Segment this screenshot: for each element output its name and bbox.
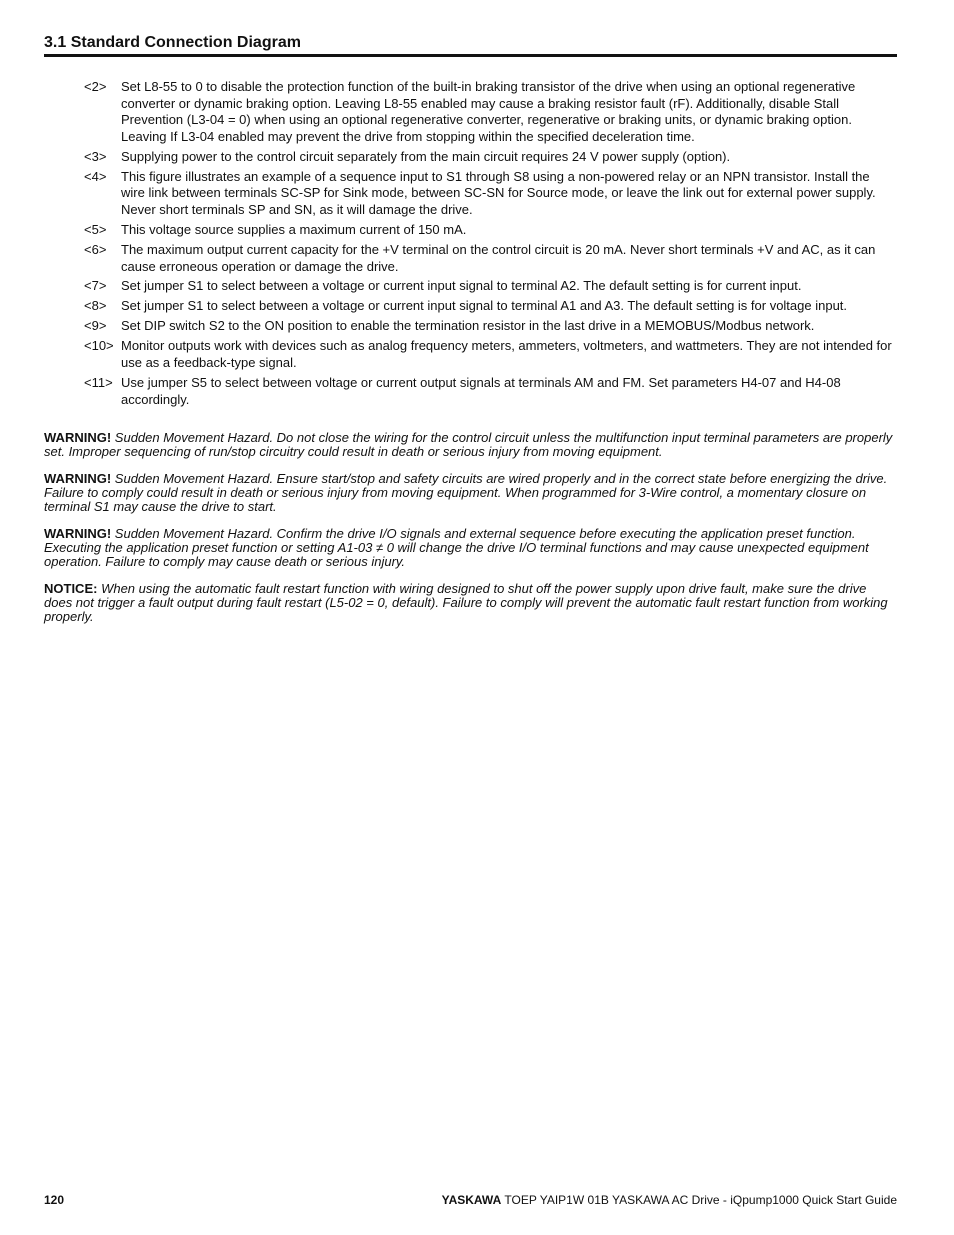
note-item xyxy=(84,318,897,335)
note-number: <11> xyxy=(84,375,113,391)
warning-text: Sudden Movement Hazard. Confirm the drive I/O signals and external sequence before executing the application preset function. Executing the application preset function or setting A1-03 ≠ 0 will change the drive I/O terminal functions and may cause unexpected equipment operation. Failure to comply may cause death or serious injury. xyxy=(44,526,869,569)
notice-message xyxy=(44,582,897,624)
note-number: <5> xyxy=(84,221,107,237)
warning-label: WARNING! xyxy=(44,471,112,486)
note-text: Set jumper S1 to select between a voltage or current input signal to terminal A2. The default setting is for current input. xyxy=(121,278,802,294)
note-item xyxy=(84,79,897,145)
note-text: Set L8-55 to 0 to disable the protection function of the built-in braking transistor of the drive when using an optional regenerative converter or dynamic braking option. Leaving L8-55 enabled may cause a braking resistor fault (rF). Additionally, disable Stall Prevention (L3-04 = 0) when using an optional regenerative converter, regenerative or braking units, or dynamic braking option. Leaving If L3-04 enabled may prevent the drive from stopping within the specified deceleration time. xyxy=(121,79,856,144)
note-text: This figure illustrates an example of a sequence input to S1 through S8 using a non-powered relay or an NPN transistor. Install the wire link between terminals SC-SP for Sink mode, between SC-SN for Source mode, or leave the link out for external power supply. Never short terminals SP and SN, as it will damage the drive. xyxy=(121,168,876,217)
note-number: <7> xyxy=(84,278,107,294)
warning-message xyxy=(44,431,897,459)
note-item xyxy=(84,169,897,219)
warning-label: WARNING! xyxy=(44,526,112,541)
warning-message xyxy=(44,527,897,569)
safety-messages xyxy=(44,418,897,637)
note-number: <2> xyxy=(84,79,107,94)
note-text: Supplying power to the control circuit separately from the main circuit requires 24 V power supply (option). xyxy=(121,148,731,164)
note-number: <8> xyxy=(84,298,107,314)
notice-label: NOTICE: xyxy=(44,581,98,596)
note-text: The maximum output current capacity for the +V terminal on the control circuit is 20 mA. Never short terminals +V and AC, as it can cause erroneous operation or damage the drive. xyxy=(121,241,876,274)
note-number: <4> xyxy=(84,168,107,184)
note-item xyxy=(84,375,897,408)
note-number: <9> xyxy=(84,318,107,334)
note-number: <3> xyxy=(84,148,107,164)
note-item xyxy=(84,298,897,315)
section-title: 3.1 Standard Connection Diagram xyxy=(44,34,301,51)
note-item xyxy=(84,278,897,295)
section-header xyxy=(44,34,897,52)
document-title xyxy=(442,1193,897,1207)
brand-name: YASKAWA xyxy=(441,1193,502,1207)
note-item xyxy=(84,242,897,275)
note-item xyxy=(84,149,897,166)
warning-text: Sudden Movement Hazard. Do not close the wiring for the control circuit unless the multifunction input terminal parameters are properly set. Improper sequencing of run/stop circuitry could result in death or serious injury from moving equipment. xyxy=(44,430,893,459)
notice-text: When using the automatic fault restart function with wiring designed to shut off the power supply upon drive fault, make sure the drive does not trigger a fault output during fault restart (L5-02 = 0, default). Failure to comply will prevent the automatic fault restart function from working properly. xyxy=(44,581,888,624)
page-number: 120 xyxy=(44,1193,65,1207)
note-number: <6> xyxy=(84,241,107,257)
note-item xyxy=(84,338,897,371)
warning-message xyxy=(44,472,897,514)
note-text: Set DIP switch S2 to the ON position to enable the termination resistor in the last drive in a MEMOBUS/Modbus network. xyxy=(121,318,815,334)
warning-text: Sudden Movement Hazard. Ensure start/stop and safety circuits are wired properly and in the correct state before energizing the drive. Failure to comply could result in death or serious injury from moving equipment. When programmed for 3-Wire control, a momentary closure on terminal S1 may cause the drive to start. xyxy=(44,471,888,514)
note-text: Monitor outputs work with devices such as analog frequency meters, ammeters, voltmeters, and wattmeters. They are not intended for use as a feedback-type signal. xyxy=(121,338,892,371)
note-text: This voltage source supplies a maximum current of 150 mA. xyxy=(121,221,467,237)
document-title-text: TOEP YAIP1W 01B YASKAWA AC Drive - iQpump1000 Quick Start Guide xyxy=(504,1193,897,1207)
note-text: Set jumper S1 to select between a voltage or current input signal to terminal A1 and A3. The default setting is for voltage input. xyxy=(121,298,848,314)
warning-label: WARNING! xyxy=(44,430,112,445)
note-number: <10> xyxy=(84,338,114,354)
note-text: Use jumper S5 to select between voltage or current output signals at terminals AM and FM. Set parameters H4-07 and H4-08 accordingly. xyxy=(121,375,841,407)
notes-list xyxy=(84,79,897,412)
header-divider xyxy=(44,54,897,57)
note-item xyxy=(84,222,897,239)
